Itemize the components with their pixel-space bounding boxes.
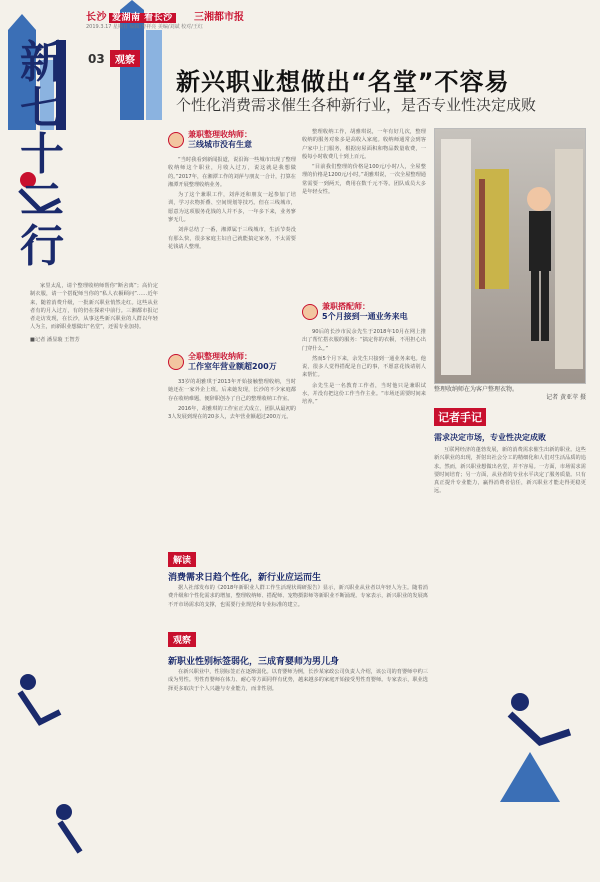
feature-title: 新七十二行	[20, 37, 64, 272]
section-label: 观察	[110, 50, 140, 67]
brand-logo: 长沙 爱湖南 看长沙	[86, 8, 176, 23]
box1-header: 兼职整理收纳师： 三线城市没有生意	[168, 130, 252, 150]
section2-headline: 消费需求日趋个性化，新行业应运而生	[168, 573, 322, 583]
section2-body: 据人社部发布的《2018年新职业人群工作生活现状调研报告》显示，新兴职业从业者以年轻人为主。随着消费升级和个性化需求的增加，整理收纳师、搭配师、宠物摄影师等新职业不断涌现。专家表示，新兴职业的发展离不开市场需求的支撑，也需要行业规范和专业标准的建立。	[168, 585, 428, 608]
intro-byline: ■记者 潘显璇 王智芳	[30, 336, 80, 343]
box2-header: 全职整理收纳师： 工作室年营业额超200万	[168, 352, 277, 372]
paper-name: 三湘都市报	[194, 12, 244, 23]
avatar-icon	[168, 354, 184, 370]
commentary-body: 互联网经济的蓬勃发展，新的消费需求催生出新的职业。这些新兴职业的出现，折射出社会分工的精细化和人们对生活品质的追求。然而，新兴职业想做出名堂，并不容易。一方面，市场需求需要时间培育；另一方面，从业者的专业水平决定了服务质量。只有真正提升专业能力，赢得消费者信任，新兴职业才能走得更稳更远。	[434, 447, 586, 495]
box3-body: 90后的长沙市民余先生于2018年10月在网上推出了帮忙搭衣服的服务：“搞定你的衣橱，不用担心出门穿什么。” 然而5个月下来，余先生只接到一通业务来电。他说，很多人觉得搭配是自己的事，不愿意花钱请别人来帮忙。 余先生是一名教育工作者，当时他只是兼职试水，并没有把这份工作当作主业。“市场还需要时间来培养。”	[302, 329, 426, 406]
commentary-label: 记者手记	[434, 408, 486, 426]
photo-organizer	[434, 128, 586, 384]
closet-photo-graphic	[435, 129, 586, 384]
subheadline: 个性化消费需求催生各种新行业，是否专业性决定成败	[176, 96, 537, 114]
section3-label: 观察	[168, 632, 196, 647]
section-number: 03	[88, 52, 105, 66]
section2-label: 解读	[168, 552, 196, 567]
headline: 新兴职业想做出“名堂”不容易	[176, 68, 510, 96]
box2-body: 33岁的胡雅琪于2013年开始接触整理收纳，当时她还在一家外企上班。后来她发现，长沙的不少家庭都存在收纳难题，便辞职创办了自己的整理收纳工作室。 2016年，胡雅琪的工作室正式成立，团队从最初的3人发展到现在的20多人，去年营业额超过200万元。	[168, 379, 296, 421]
masthead	[86, 8, 586, 38]
jumping-figures-illustration	[0, 622, 600, 882]
dateline: 2019.3.17 星期日 编辑/曾祥亮 美编/刘斌 校对/王红	[86, 24, 203, 30]
middle-column: 整理收纳工作，胡雅琪说，一年有好几次，整理收纳的服务对象多是高收入家庭。收纳师通常会到客户家中上门服务，根据房屋面积和物品数量收费，一般每小时收费几十到上百元。 “目前我们整理的价格是100元/小时/人，全屋整理的价格是1200元/小时。”胡雅琪说，一次全屋整理通常需要一到两天，费用在数千元不等。团队成员大多是年轻女性。	[302, 129, 426, 196]
box1-body: “当时我看到新闻报道，说沿海一些城市出现了整理收纳师这个职业，月收入过万，说这就是我想做的。”2017年，在湘潭工作的刘萍与朋友一合计，打算在湘潭开展整理收纳业务。 为了这个兼职工作，刘萍还和朋友一起参加了培训，学习衣物折叠、空间规划等技巧。但在三线城市，愿意为这项服务花钱的人并不多，一年多下来，业务寥寥无几。 刘萍总结了一番，湘潭属于三线城市，生活节奏没有那么快，很多家庭主妇自己就能搞定家务，不太需要花钱请人整理。	[168, 157, 296, 250]
section3-headline: 新职业性别标签弱化，三成育婴师为男儿身	[168, 657, 340, 667]
avatar-icon	[168, 132, 184, 148]
commentary-headline: 需求决定市场，专业性决定成败	[434, 433, 546, 442]
avatar-icon	[302, 304, 318, 320]
photo-caption: 整理收纳师在为客户整理衣物。 记者 黄亚苹 摄	[434, 386, 586, 401]
box3-header: 兼职搭配师： 5个月接到一通业务来电	[302, 302, 408, 322]
section3-body: 在新兴职业中，性别标签正在逐渐弱化。以育婴师为例，长沙某家政公司负责人介绍，该公司的育婴师中约三成为男性。男性育婴师在体力、耐心等方面同样有优势，越来越多的家庭开始接受男性育婴师。专家表示，职业选择更多取决于个人兴趣与专业能力，而非性别。	[168, 669, 428, 692]
intro-column: 家里太乱，请个整理收纳师帮你“断舍离”；高价定制衣服，请一个搭配师当你的“私人衣橱顾问”……近年来，随着消费升级，一批新兴职业悄然走红。这些从业者有的月入过万，有的仍在探索中前行。三湘都市报记者走访发现，在长沙，从事这些新兴职业的人群以年轻人为主，而新职业想做出“名堂”，还需专业加持。 ■记者 潘显璇 王智芳	[30, 283, 158, 343]
